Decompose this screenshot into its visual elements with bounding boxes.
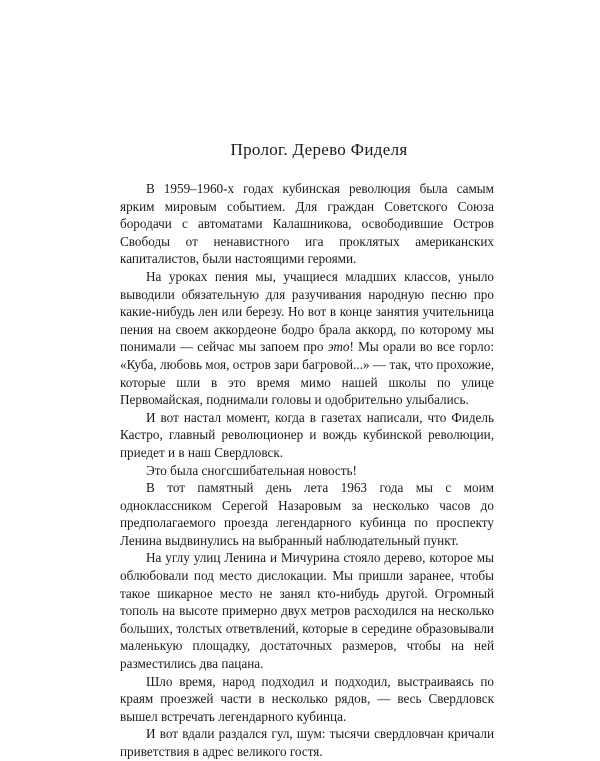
paragraph: Шло время, народ подходил и подходил, выстраиваясь по краям проезжей части в несколько рядов, — весь Свердловск вышел встречать легендарного кубинца. [120,673,494,724]
paragraph: В тот памятный день лета 1963 года мы с моим одноклассником Серегой Назаровым за несколько часов до предполагаемого проезда легендарного кубинца по проспекту Ленина выдвинулись на выбранный наблюдательный пункт. [120,480,494,548]
paragraph [120,268,494,409]
paragraph-text: ! Мы орали во все горло: «Куба, любовь моя, остров зари багровой...» — так, что прохожие, которые шли в это время мимо нашей школы по улице Первомайская, поднимали головы и одобрительно улыбались. [120,339,495,408]
chapter-title: Пролог. Дерево Фиделя [230,140,408,159]
paragraph: Это была сногсшибательная новость! [146,462,357,478]
book-page [120,140,494,761]
paragraph: На углу улиц Ленина и Мичурина стояло дерево, которое мы облюбовали под место дислокации. Мы пришли заранее, чтобы такое шикарное место не занял кто-нибудь другой. Огромный тополь на высоте примерно двух метров расходился на несколько больших, толстых ответвлений, которые в середине образовывали маленькую площадку, достаточных размеров, чтобы на ней разместились два пацана. [120,550,494,672]
paragraph: И вот вдали раздался гул, шум: тысячи свердловчан кричали приветствия в адрес великого гостя. [120,726,494,759]
paragraph: В 1959–1960-х годах кубинская революция была самым ярким мировым событием. Для граждан Советского Союза бородачи с автоматами Калашникова, освободившие Остров Свободы от ненавистного ига проклятых американских капиталистов, были настоящими героями. [120,181,494,267]
paragraph: И вот настал момент, когда в газетах написали, что Фидель Кастро, главный революционер и вождь кубинской революции, приедет и в наш Свердловск. [120,409,494,460]
emphasized-word: это [327,339,350,355]
paragraph-text: На уроках пения мы, учащиеся младших классов, уныло выводили обязательную для разучивания народную песню про какие-нибудь лен или березу. Но вот в конце занятия учительница пения на своем аккордеоне бодро брала аккорд, по которому мы понимали — сейчас мы запоем про [120,268,494,355]
